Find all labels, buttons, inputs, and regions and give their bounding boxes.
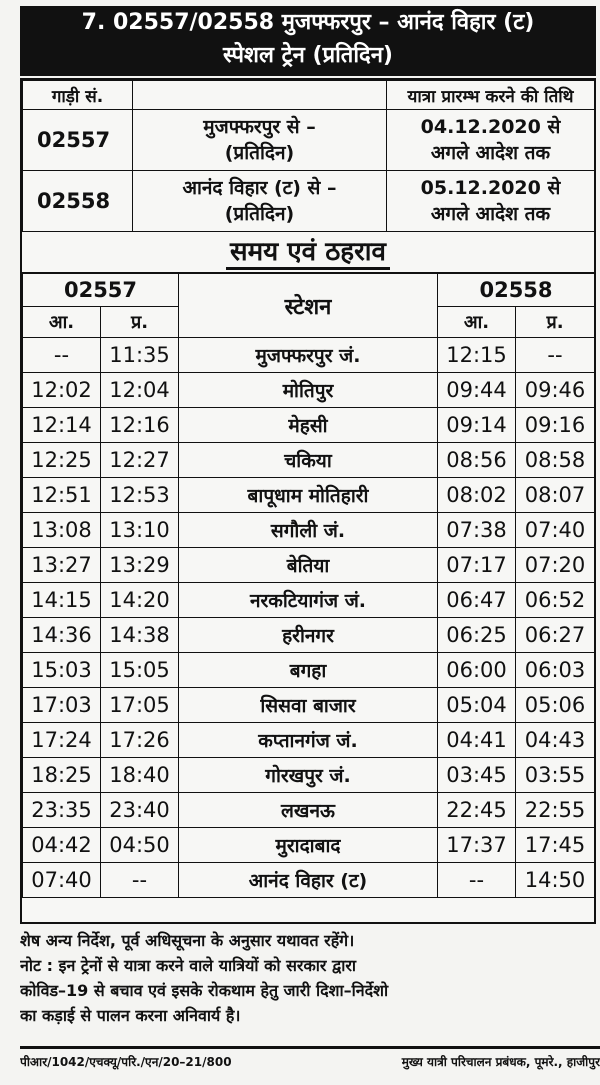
down-arrival: 08:56 <box>438 443 516 478</box>
train-route: मुजफ्फरपुर से – (प्रतिदिन) <box>133 110 387 171</box>
table-row <box>23 548 595 583</box>
up-arrival: 13:27 <box>23 548 101 583</box>
table-row <box>23 828 595 863</box>
station-name: सिसवा बाजार <box>179 688 438 723</box>
up-departure: 12:16 <box>101 408 179 443</box>
table-row <box>23 863 595 898</box>
station-name: बगहा <box>179 653 438 688</box>
up-departure: 14:20 <box>101 583 179 618</box>
up-departure: 14:38 <box>101 618 179 653</box>
table-row <box>23 688 595 723</box>
table-row <box>23 338 595 373</box>
table-row <box>23 793 595 828</box>
station-name: सगौली जं. <box>179 513 438 548</box>
schedule-table <box>22 273 595 898</box>
table-row <box>23 758 595 793</box>
train-up-number: 02557 <box>23 274 179 307</box>
table-row <box>23 583 595 618</box>
station-name: आनंद विहार (ट) <box>179 863 438 898</box>
publication-code: पीआर/1042/एचक्यू/परि./एन/20–21/800 <box>20 1055 232 1069</box>
up-arrival: 17:24 <box>23 723 101 758</box>
station-name: मोतिपुर <box>179 373 438 408</box>
down-departure: 03:55 <box>516 758 595 793</box>
train-number: 02558 <box>23 171 133 232</box>
station-name: कप्तानगंज जं. <box>179 723 438 758</box>
station-name: मेहसी <box>179 408 438 443</box>
train-start-date: 05.12.2020 से अगले आदेश तक <box>387 171 595 232</box>
up-arrival: 14:36 <box>23 618 101 653</box>
issuing-authority: मुख्य यात्री परिचालन प्रबंधक, पूमरे., हाजीपुर <box>401 1055 600 1069</box>
up-arrival: 13:08 <box>23 513 101 548</box>
down-departure: -- <box>516 338 595 373</box>
up-arrival: -- <box>23 338 101 373</box>
departure-header: प्र. <box>516 307 595 338</box>
down-departure: 09:16 <box>516 408 595 443</box>
up-departure: 17:26 <box>101 723 179 758</box>
up-arrival: 17:03 <box>23 688 101 723</box>
arrival-header: आ. <box>438 307 516 338</box>
station-name: बेतिया <box>179 548 438 583</box>
col-start-date: यात्रा प्रारम्भ करने की तिथि <box>387 81 595 110</box>
footer <box>20 1050 600 1072</box>
up-arrival: 14:15 <box>23 583 101 618</box>
down-arrival: 12:15 <box>438 338 516 373</box>
down-arrival: 03:45 <box>438 758 516 793</box>
train-start-date: 04.12.2020 से अगले आदेश तक <box>387 110 595 171</box>
up-departure: 17:05 <box>101 688 179 723</box>
note-line: का कड़ाई से पालन करना अनिवार्य है। <box>20 1006 241 1025</box>
station-name: नरकटियागंज जं. <box>179 583 438 618</box>
notes-section <box>20 928 600 1028</box>
down-arrival: 05:04 <box>438 688 516 723</box>
down-arrival: 09:14 <box>438 408 516 443</box>
up-departure: 23:40 <box>101 793 179 828</box>
down-arrival: 07:38 <box>438 513 516 548</box>
down-departure: 17:45 <box>516 828 595 863</box>
up-departure: 13:29 <box>101 548 179 583</box>
table-row <box>23 618 595 653</box>
down-departure: 04:43 <box>516 723 595 758</box>
table-row <box>23 513 595 548</box>
up-arrival: 12:51 <box>23 478 101 513</box>
notice-title <box>20 6 596 76</box>
table-row <box>23 408 595 443</box>
table-row <box>23 653 595 688</box>
arrival-header: आ. <box>23 307 101 338</box>
note-line: नोट : इन ट्रेनों से यात्रा करने वाले यात्रियों को सरकार द्वारा <box>20 956 357 975</box>
down-arrival: 06:25 <box>438 618 516 653</box>
up-arrival: 12:02 <box>23 373 101 408</box>
up-arrival: 23:35 <box>23 793 101 828</box>
station-name: मुजफ्फरपुर जं. <box>179 338 438 373</box>
down-arrival: 06:00 <box>438 653 516 688</box>
down-departure: 06:03 <box>516 653 595 688</box>
up-departure: -- <box>101 863 179 898</box>
info-row <box>23 110 595 171</box>
departure-header: प्र. <box>101 307 179 338</box>
table-row <box>23 443 595 478</box>
station-name: हरीनगर <box>179 618 438 653</box>
up-arrival: 04:42 <box>23 828 101 863</box>
info-row <box>23 171 595 232</box>
down-arrival: 08:02 <box>438 478 516 513</box>
table-row <box>23 723 595 758</box>
up-departure: 12:53 <box>101 478 179 513</box>
station-name: चकिया <box>179 443 438 478</box>
up-arrival: 12:14 <box>23 408 101 443</box>
down-arrival: 22:45 <box>438 793 516 828</box>
up-arrival: 15:03 <box>23 653 101 688</box>
down-arrival: 04:41 <box>438 723 516 758</box>
down-arrival: 07:17 <box>438 548 516 583</box>
train-route: आनंद विहार (ट) से – (प्रतिदिन) <box>133 171 387 232</box>
down-departure: 09:46 <box>516 373 595 408</box>
down-departure: 22:55 <box>516 793 595 828</box>
title-line-1: 7. 02557/02558 मुजफ्फरपुर – आनंद विहार (ट) <box>81 10 535 35</box>
down-departure: 08:07 <box>516 478 595 513</box>
down-departure: 07:40 <box>516 513 595 548</box>
note-line: कोविड–19 से बचाव एवं इसके रोकथाम हेतु जारी दिशा–निर्देशो <box>20 981 389 1000</box>
station-name: गोरखपुर जं. <box>179 758 438 793</box>
down-departure: 14:50 <box>516 863 595 898</box>
up-departure: 11:35 <box>101 338 179 373</box>
up-departure: 18:40 <box>101 758 179 793</box>
up-departure: 12:27 <box>101 443 179 478</box>
up-arrival: 12:25 <box>23 443 101 478</box>
down-arrival: -- <box>438 863 516 898</box>
down-departure: 07:20 <box>516 548 595 583</box>
timetable-box <box>20 78 596 924</box>
table-row <box>23 373 595 408</box>
down-arrival: 06:47 <box>438 583 516 618</box>
down-departure: 06:52 <box>516 583 595 618</box>
note-line: शेष अन्य निर्देश, पूर्व अधिसूचना के अनुसार यथावत रहेंगे। <box>20 931 355 950</box>
station-name: लखनऊ <box>179 793 438 828</box>
up-departure: 04:50 <box>101 828 179 863</box>
train-down-number: 02558 <box>438 274 595 307</box>
station-header: स्टेशन <box>179 274 438 338</box>
down-departure: 06:27 <box>516 618 595 653</box>
down-departure: 05:06 <box>516 688 595 723</box>
title-line-2: स्पेशल ट्रेन (प्रतिदिन) <box>222 43 393 68</box>
station-name: मुरादाबाद <box>179 828 438 863</box>
footer-divider <box>20 1046 600 1049</box>
up-arrival: 07:40 <box>23 863 101 898</box>
station-name: बापूधाम मोतिहारी <box>179 478 438 513</box>
col-train-no: गाड़ी सं. <box>23 81 133 110</box>
table-row <box>23 478 595 513</box>
up-departure: 15:05 <box>101 653 179 688</box>
down-arrival: 17:37 <box>438 828 516 863</box>
down-departure: 08:58 <box>516 443 595 478</box>
train-number: 02557 <box>23 110 133 171</box>
train-info-table <box>22 80 595 232</box>
schedule-heading: समय एवं ठहराव <box>22 232 594 273</box>
down-arrival: 09:44 <box>438 373 516 408</box>
up-arrival: 18:25 <box>23 758 101 793</box>
up-departure: 12:04 <box>101 373 179 408</box>
up-departure: 13:10 <box>101 513 179 548</box>
